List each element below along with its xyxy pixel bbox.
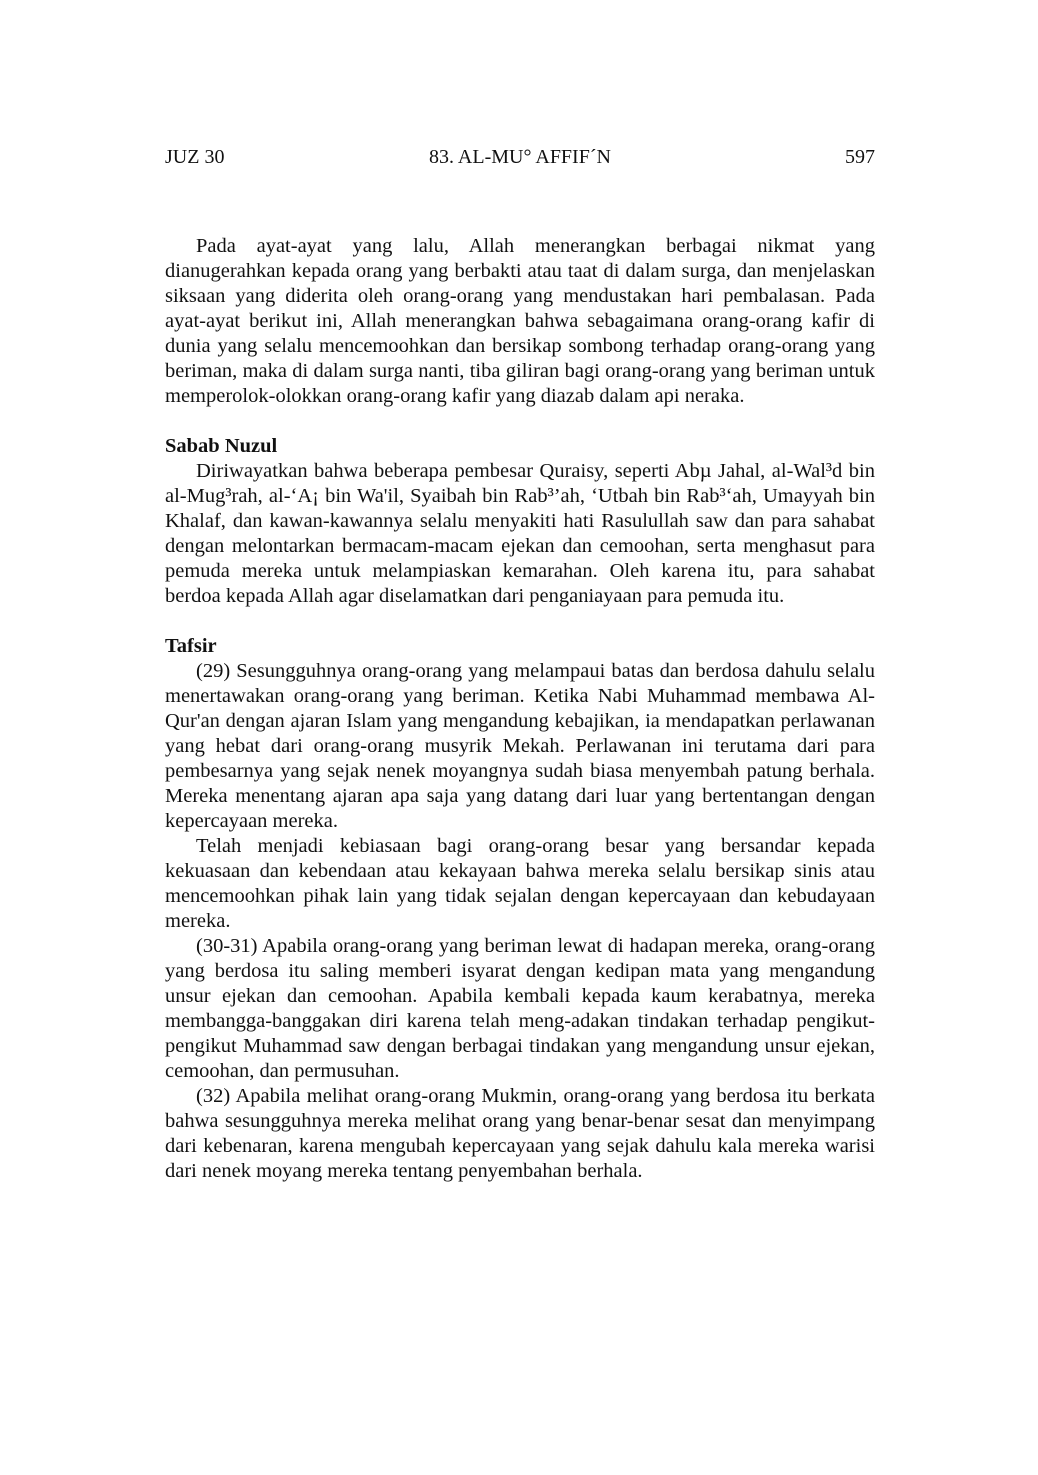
section-spacer — [165, 609, 875, 634]
tafsir-heading: Tafsir — [165, 635, 217, 657]
page-number: 597 — [845, 146, 875, 168]
surah-title: 83. AL-MU° AFFIF´N — [429, 146, 611, 168]
juz-label: JUZ 30 — [165, 146, 225, 168]
sabab-nuzul-paragraph: Diriwayatkan bahwa beberapa pembesar Quraisy, seperti Abµ Jahal, al-Wal³d bin al-Mug³rah, al-‘A¡ bin Wa'il, Syaibah bin Rab³’ah, ‘Utbah bin Rab³‘ah, Umayyah bin Khalaf, dan kawan-kawannya selalu menyakiti hati Rasulullah saw dan para sahabat dengan melontarkan bermacam-macam ejekan dan cemoohan, serta menghasut para pemuda mereka untuk melampiaskan kemarahan. Oleh karena itu, para sahabat berdoa kepada Allah agar diselamatkan dari penganiayaan para pemuda itu. — [165, 460, 875, 607]
intro-paragraph: Pada ayat-ayat yang lalu, Allah menerangkan berbagai nikmat yang dianugerahkan kepada orang yang berbakti atau taat di dalam surga, dan menjelaskan siksaan yang diderita oleh orang-orang yang mendustakan hari pembalasan. Pada ayat-ayat berikut ini, Allah menerangkan bahwa sebagaimana orang-orang kafir di dunia yang selalu mencemoohkan dan bersikap sombong terhadap orang-orang yang beriman, maka di dalam surga nanti, tiba giliran bagi orang-orang yang beriman untuk memperolok-olokkan orang-orang kafir yang diazab dalam api neraka. — [165, 235, 875, 407]
sabab-nuzul-heading: Sabab Nuzul — [165, 435, 278, 457]
tafsir-paragraph-29: (29) Sesungguhnya orang-orang yang melampaui batas dan berdosa dahulu selalu menertawakan orang-orang yang beriman. Ketika Nabi Muhammad membawa Al-Qur'an dengan ajaran Islam yang mengandung kebajikan, ia mendapatkan perlawanan yang hebat dari orang-orang musyrik Mekah. Perlawanan ini terutama dari para pembesarnya yang sejak nenek moyangnya sudah biasa menyembah patung berhala. Mereka menentang ajaran apa saja yang datang dari luar yang bertentangan dengan kepercayaan mereka. — [165, 660, 875, 832]
tafsir-paragraph-32: (32) Apabila melihat orang-orang Mukmin, orang-orang yang berdosa itu berkata bahwa sesungguhnya mereka melihat orang yang benar-benar sesat dan menyimpang dari kebenaran, karena mengubah kepercayaan yang sejak dahulu kala mereka warisi dari nenek moyang mereka tentang penyembahan berhala. — [165, 1085, 875, 1182]
page-header — [165, 146, 875, 174]
page-body — [165, 234, 875, 1184]
section-spacer — [165, 409, 875, 434]
tafsir-paragraph-30-31: (30-31) Apabila orang-orang yang beriman lewat di hadapan mereka, orang-orang yang berdosa itu saling memberi isyarat dengan kedipan mata yang mengandung unsur ejekan dan cemoohan. Apabila kembali kepada kaum kerabatnya, mereka membangga-banggakan diri karena telah meng-adakan tindakan terhadap pengikut-pengikut Muhammad saw dengan berbagai tindakan yang mengandung unsur ejekan, cemoohan, dan permusuhan. — [165, 935, 875, 1082]
tafsir-paragraph-explanation: Telah menjadi kebiasaan bagi orang-orang besar yang bersandar kepada kekuasaan dan kebendaan atau kekayaan bahwa mereka selalu bersikap sinis atau mencemoohkan pihak lain yang tidak sejalan dengan kepercayaan dan kebudayaan mereka. — [165, 835, 875, 932]
